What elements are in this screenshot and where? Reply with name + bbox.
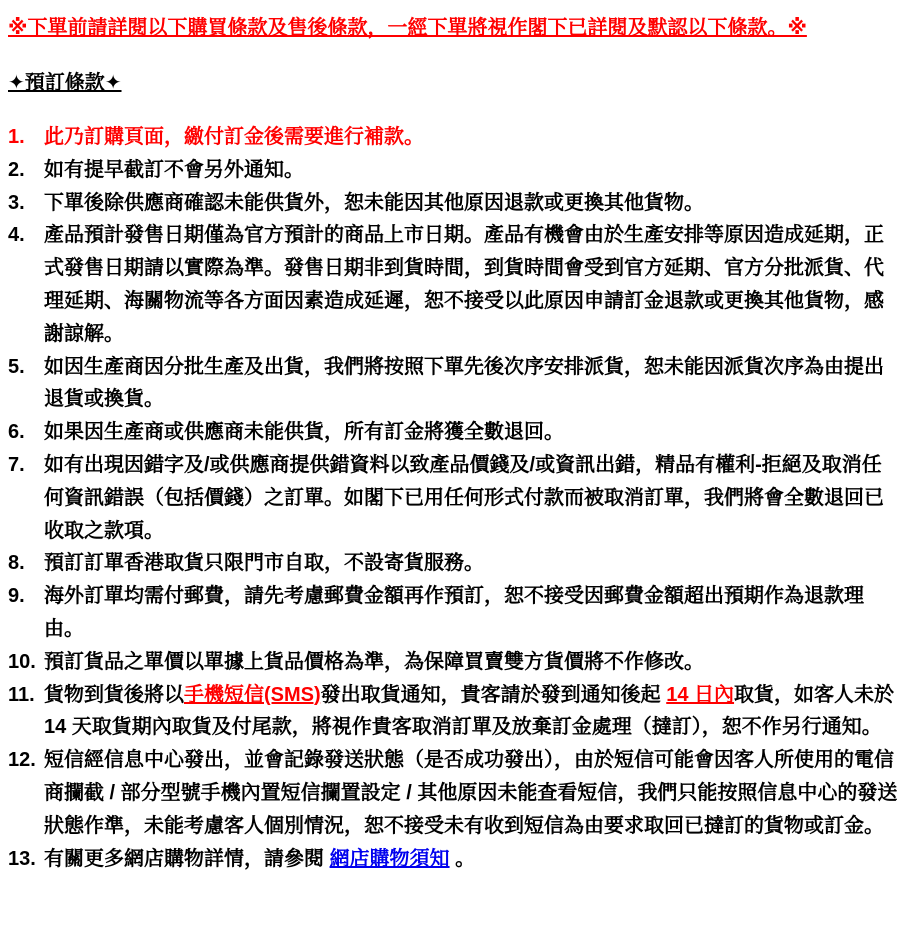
term-text [44, 416, 901, 449]
term-number: 12. [8, 749, 36, 772]
term-text-segment: 下單後除供應商確認未能供貨外，恕未能因其他原因退款或更換其他貨物。 [44, 191, 704, 214]
term-text-segment: 預訂訂單香港取貨只限門市自取，不設寄貨服務。 [44, 552, 484, 575]
term-number: 10. [8, 650, 36, 673]
term-text [44, 547, 901, 580]
term-text [44, 679, 901, 745]
term-text [44, 843, 901, 876]
term-item-9 [8, 580, 901, 646]
term-text-segment: 取貨，如客人未於 14 天取貨期內取貨及付尾款，將視作貴客取消訂單及放棄訂金處理（撻訂），恕不作另行通知。 [44, 683, 895, 739]
term-text-segment: 海外訂單均需付郵費，請先考慮郵費金額再作預訂，恕不接受因郵費金額超出預期作為退款理由。 [44, 585, 864, 640]
term-text-segment: 有關更多網店購物詳情，請參閱 [44, 847, 330, 870]
term-text-segment: 如有出現因錯字及/或供應商提供錯資料以致產品價錢及/或資訊出錯，精品有權利-拒絕及取消任何資訊錯誤（包括價錢）之訂單。如閣下已用任何形式付款而被取消訂單，我們將會全數退回已收取之款項。 [44, 453, 884, 542]
term-item-2 [8, 154, 901, 187]
term-text-segment: 14 日內 [666, 683, 735, 706]
term-item-5 [8, 351, 901, 417]
term-text-segment: 貨物到貨後將以 [44, 683, 184, 706]
term-text [44, 154, 901, 187]
term-number: 5. [8, 355, 25, 378]
term-text [44, 121, 901, 154]
term-text-segment: 手機短信(SMS) [184, 683, 321, 706]
term-number: 13. [8, 847, 36, 870]
term-text [44, 219, 901, 350]
term-item-13 [8, 843, 901, 876]
term-text [44, 351, 901, 417]
term-text [44, 187, 901, 220]
term-text-segment: 如果因生產商或供應商未能供貨，所有訂金將獲全數退回。 [44, 421, 564, 444]
term-item-10 [8, 646, 901, 679]
term-text [44, 744, 901, 842]
term-number: 4. [8, 224, 25, 247]
term-item-4 [8, 219, 901, 350]
term-text-segment: 預訂貨品之單價以單據上貨品價格為準，為保障買賣雙方貨價將不作修改。 [44, 650, 704, 673]
term-item-7 [8, 449, 901, 547]
term-text [44, 580, 901, 646]
term-item-12 [8, 744, 901, 842]
term-number: 7. [8, 453, 25, 476]
term-number: 1. [8, 126, 25, 148]
term-text [44, 646, 901, 679]
term-number: 6. [8, 421, 25, 444]
term-number: 8. [8, 552, 25, 575]
term-text-segment: 如有提早截訂不會另外通知。 [44, 158, 304, 181]
term-number: 2. [8, 158, 25, 181]
term-item-8 [8, 547, 901, 580]
term-number: 9. [8, 585, 25, 608]
term-text-segment: 發出取貨通知，貴客請於發到通知後起 [320, 683, 667, 706]
term-item-3 [8, 187, 901, 220]
term-text [44, 449, 901, 547]
term-number: 11. [8, 683, 35, 706]
term-item-1 [8, 121, 901, 154]
shop-guide-link[interactable]: 網店購物須知 [329, 847, 450, 870]
terms-list [8, 121, 901, 875]
term-text-segment: 。 [449, 847, 476, 870]
page-title: ※下單前請詳閱以下購買條款及售後條款，一經下單將視作閣下已詳閱及默認以下條款。※ [8, 17, 807, 39]
term-item-11 [8, 679, 901, 745]
section-heading-preorder-terms: ✦預訂條款✦ [8, 72, 122, 94]
term-text-segment: 短信經信息中心發出，並會記錄發送狀態（是否成功發出），由於短信可能會因客人所使用的電信商攔截 / 部分型號手機內置短信攔置設定 / 其他原因未能查看短信，我們只能按照信息中心的發送狀態作準，未能考慮客人個別情況，恕不接受未有收到短信為由要求取回已撻訂的貨物或訂金。 [44, 749, 898, 837]
term-number: 3. [8, 191, 25, 214]
term-text-segment: 產品預計發售日期僅為官方預計的商品上市日期。產品有機會由於生產安排等原因造成延期，正式發售日期請以實際為準。發售日期非到貨時間，到貨時間會受到官方延期、官方分批派貨、代理延期、海關物流等各方面因素造成延遲，恕不接受以此原因申請訂金退款或更換其他貨物，感謝諒解。 [44, 224, 884, 345]
term-text-segment: 此乃訂購頁面，繳付訂金後需要進行補款。 [44, 126, 424, 148]
term-text-segment: 如因生產商因分批生產及出貨，我們將按照下單先後次序安排派貨，恕未能因派貨次序為由提出退貨或換貨。 [44, 355, 884, 411]
term-item-6 [8, 416, 901, 449]
